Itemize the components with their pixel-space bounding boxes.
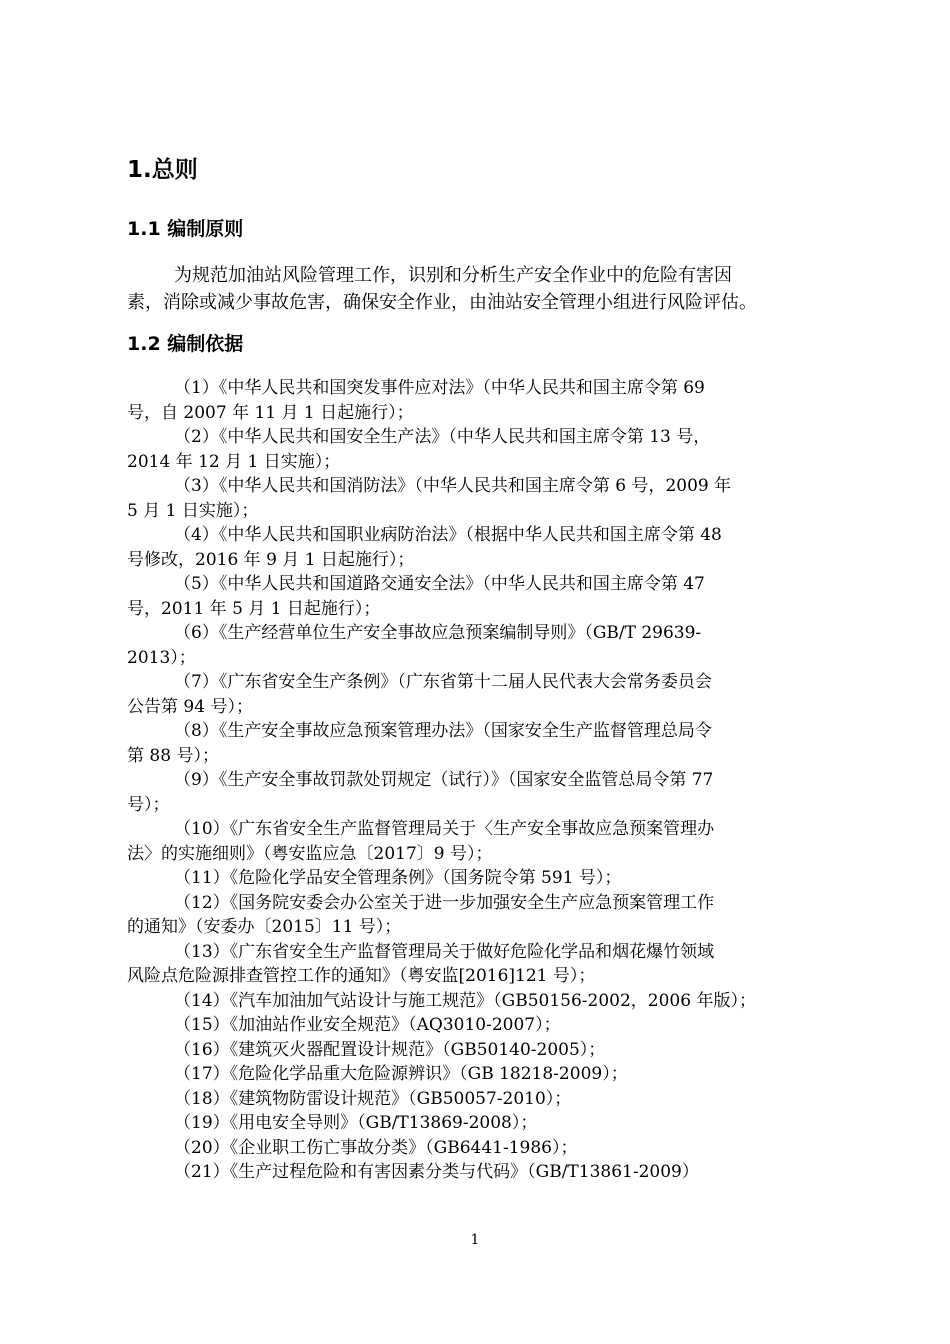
reference-item <box>127 768 862 817</box>
page-number: 1 <box>470 1232 480 1248</box>
principles-paragraph <box>127 262 862 316</box>
reference-item <box>127 719 862 768</box>
reference-line: 第 88 号）； <box>127 745 219 766</box>
reference-item <box>127 1087 862 1112</box>
reference-line: （6）《生产经营单位生产安全事故应急预案编制导则》（GB/T 29639- <box>174 623 702 643</box>
reference-line: （19）《用电安全导则》（GB/T13869-2008）； <box>174 1113 538 1133</box>
reference-line: 公告第 94 号）； <box>127 696 253 717</box>
reference-item <box>127 376 862 425</box>
reference-item <box>127 523 862 572</box>
reference-line: （2）《中华人民共和国安全生产法》（中华人民共和国主席令第 13 号， <box>174 427 711 447</box>
subsection-title-principles: 1.1 编制原则 <box>127 218 244 240</box>
reference-line: （11）《危险化学品安全管理条例》（国务院令第 591 号）； <box>174 868 622 888</box>
paragraph-line: 素，消除或减少事故危害，确保安全作业，由油站安全管理小组进行风险评估。 <box>127 292 757 313</box>
reference-line: 的通知》（安委办〔2015〕11 号）； <box>127 917 402 937</box>
reference-line: （3）《中华人民共和国消防法》（中华人民共和国主席令第 6 号，2009 年 <box>174 476 732 496</box>
reference-item <box>127 670 862 719</box>
reference-line: 号，2011 年 5 月 1 日起施行）； <box>127 598 381 619</box>
reference-line: （20）《企业职工伤亡事故分类》（GB6441-1986）； <box>174 1137 578 1158</box>
reference-line: （4）《中华人民共和国职业病防治法》（根据中华人民共和国主席令第 48 <box>174 525 722 545</box>
reference-line: 号修改，2016 年 9 月 1 日起施行）； <box>127 549 415 570</box>
reference-item <box>127 1160 862 1185</box>
reference-line: （12）《国务院安委会办公室关于进一步加强安全生产应急预案管理工作 <box>174 892 715 913</box>
reference-line: （21）《生产过程危险和有害因素分类与代码》（GB/T13861-2009） <box>174 1162 699 1182</box>
reference-list <box>127 376 862 1185</box>
reference-item <box>127 817 862 866</box>
reference-line: （18）《建筑物防雷设计规范》（GB50057-2010）； <box>174 1088 572 1109</box>
reference-item <box>127 1111 862 1136</box>
reference-line: 号，自 2007 年 11 月 1 日起施行）； <box>127 402 414 423</box>
reference-item <box>127 891 862 940</box>
reference-line: （10）《广东省安全生产监督管理局关于〈生产安全事故应急预案管理办 <box>174 819 715 839</box>
reference-item <box>127 425 862 474</box>
reference-item <box>127 621 862 670</box>
reference-line: 法〉的实施细则》（粤安监应急〔2017〕9 号）； <box>127 843 493 864</box>
reference-line: （5）《中华人民共和国道路交通安全法》（中华人民共和国主席令第 47 <box>174 574 705 594</box>
reference-line: （8）《生产安全事故应急预案管理办法》（国家安全生产监督管理总局令 <box>174 721 712 741</box>
subsection-title-basis: 1.2 编制依据 <box>127 333 244 355</box>
reference-line: （15）《加油站作业安全规范》（AQ3010-2007）； <box>174 1015 561 1035</box>
reference-line: 号）； <box>127 794 170 815</box>
reference-item <box>127 940 862 989</box>
paragraph-line: 为规范加油站风险管理工作，识别和分析生产安全作业中的危险有害因 <box>174 265 732 286</box>
reference-item <box>127 1013 862 1038</box>
reference-line: 2013）； <box>127 647 196 668</box>
reference-item <box>127 572 862 621</box>
reference-item <box>127 866 862 891</box>
reference-line: （9）《生产安全事故罚款处罚规定（试行）》（国家安全监管总局令第 77 <box>174 770 714 790</box>
reference-line: （13）《广东省安全生产监督管理局关于做好危险化学品和烟花爆竹领域 <box>174 941 715 962</box>
reference-item <box>127 1062 862 1087</box>
reference-line: 2014 年 12 月 1 日实施）； <box>127 451 341 472</box>
reference-line: 风险点危险源排查管控工作的通知》（粤安监[2016]121 号）； <box>127 966 596 986</box>
reference-line: （1）《中华人民共和国突发事件应对法》（中华人民共和国主席令第 69 <box>174 378 705 398</box>
reference-item <box>127 474 862 523</box>
reference-item <box>127 989 862 1014</box>
reference-line: （17）《危险化学品重大危险源辨识》（GB 18218-2009）； <box>174 1064 628 1084</box>
reference-line: 5 月 1 日实施）； <box>127 500 259 521</box>
reference-item <box>127 1136 862 1161</box>
reference-line: （7）《广东省安全生产条例》（广东省第十二届人民代表大会常务委员会 <box>174 672 712 692</box>
reference-item <box>127 1038 862 1063</box>
reference-line: （14）《汽车加油加气站设计与施工规范》（GB50156-2002，2006 年版）； <box>174 990 756 1011</box>
section-title: 1.总则 <box>127 157 198 183</box>
reference-line: （16）《建筑灭火器配置设计规范》（GB50140-2005）； <box>174 1039 606 1060</box>
